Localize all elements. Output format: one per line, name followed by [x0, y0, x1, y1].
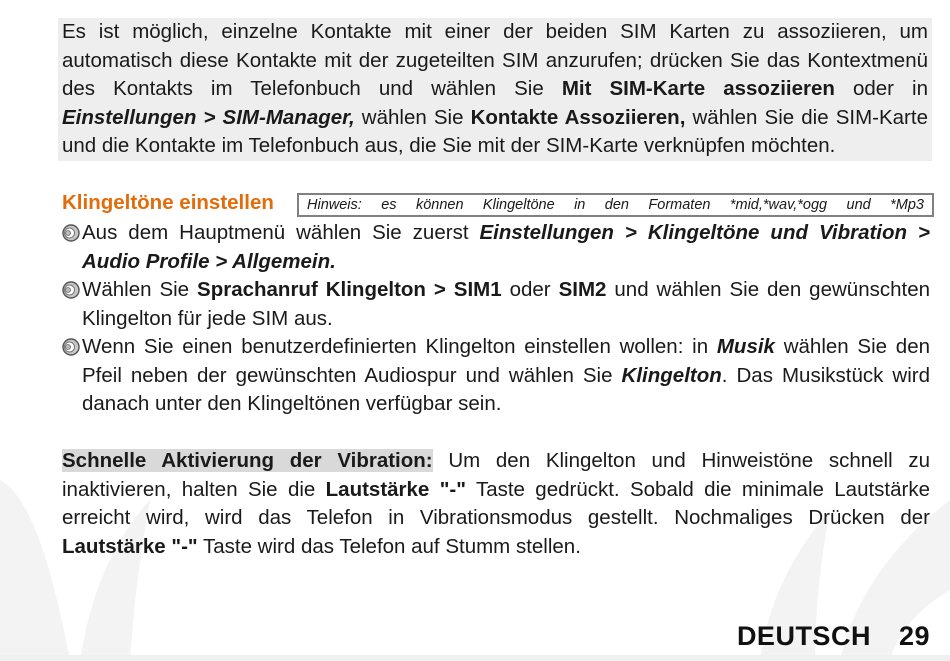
bullet-text-run: oder: [501, 278, 559, 301]
intro-bold-settings-path: Einstellungen > SIM-Manager,: [62, 105, 355, 129]
bullet-bold-sim2: SIM2: [558, 278, 607, 301]
intro-text: wählen Sie die SIM-Karte und die Kontakte im Telefonbuch aus, die Sie mit der SIM-Karte verknüpfen möchten.: [62, 105, 928, 158]
disc-bullet-icon: [62, 338, 80, 356]
intro-bold-sim-associate: Mit SIM-Karte assoziieren: [561, 77, 835, 101]
bullet-text-run: Wählen Sie: [82, 278, 198, 301]
bullet-bold-klingelton: Klingelton: [621, 363, 722, 387]
bullet-item: [62, 276, 930, 333]
vibration-text: Taste gedrückt. Sobald die minimale Lautstärke erreicht wird, wird das Telefon in Vibrationsmodus gestellt. Nochmaliges Drücken der: [62, 477, 930, 530]
hint-box: Hinweis: es können Klingeltöne in den Formaten *mid,*wav,*ogg und *Mp3: [297, 193, 934, 217]
intro-paragraph: [58, 18, 932, 161]
vibration-text: Um den Klingelton und Hinweistöne schnell zu inaktivieren, halten Sie die: [62, 449, 930, 501]
intro-text: oder in: [834, 77, 928, 101]
bullet-bold-sim1: Sprachanruf Klingelton > SIM1: [197, 278, 502, 301]
bullet-text: [82, 276, 930, 333]
vibration-bold-volume: Lautstärke "-": [325, 477, 466, 501]
intro-bold-contacts-associate: Kontakte Assoziieren,: [470, 105, 686, 129]
bullet-text: [82, 333, 930, 419]
intro-text: wählen Sie: [354, 105, 471, 129]
bullet-text-run: Wenn Sie einen benutzerdefinierten Klingelton einstellen wollen: in: [82, 335, 717, 358]
bullet-bold-path: Einstellungen > Klingeltöne und Vibration > Audio Profile > Allgemein.: [82, 221, 931, 273]
section-heading: Klingeltöne einstellen: [62, 191, 274, 214]
vibration-lead: Schnelle Aktivierung der Vibration:: [62, 449, 433, 472]
footer-language: DEUTSCH: [736, 621, 871, 651]
vibration-bold-volume: Lautstärke "-": [62, 534, 198, 558]
bullet-text-run: und wählen Sie den gewünschten Klingelton für jede SIM aus.: [82, 278, 930, 330]
intro-text: Es ist möglich, einzelne Kontakte mit einer der beiden SIM Karten zu assoziieren, um automatisch diese Kontakte mit der zugeteilten SIM anzurufen; drücken Sie das Kontextmenü des Kontakts im Telefonbuch und wählen Sie: [62, 20, 928, 101]
bullet-text: [82, 219, 930, 276]
vibration-paragraph: [62, 447, 930, 561]
footer-bar: [0, 655, 950, 661]
disc-bullet-icon: [62, 224, 80, 242]
page-footer: [737, 621, 930, 652]
bullet-text-run: Aus dem Hauptmenü wählen Sie zuerst: [82, 221, 480, 244]
bullet-text-run: wählen Sie den Pfeil neben der gewünschten Audiospur und wählen Sie: [82, 335, 930, 387]
bullet-bold-musik: Musik: [716, 335, 775, 358]
bullet-item: [62, 333, 930, 419]
disc-bullet-icon: [62, 281, 80, 299]
page-number: 29: [898, 621, 930, 651]
bullet-item: [62, 219, 930, 276]
bullet-text-run: . Das Musikstück wird danach unter den Klingeltönen verfügbar sein.: [82, 363, 930, 416]
vibration-text: Taste wird das Telefon auf Stumm stellen.: [197, 534, 581, 558]
